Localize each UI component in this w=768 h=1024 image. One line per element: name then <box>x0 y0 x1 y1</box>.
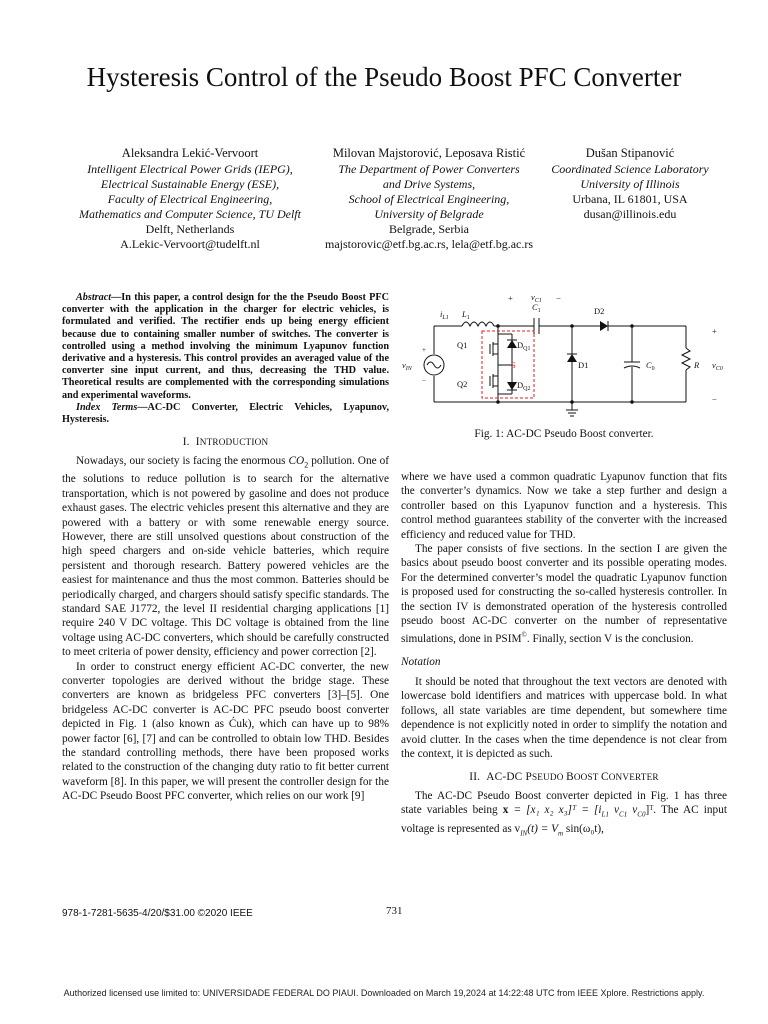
index-terms-text: —AC-DC Converter, Electric Vehicles, Lyapunov, Hysteresis. <box>62 401 389 426</box>
affiliation-line: Coordinated Science Laboratory <box>551 162 709 176</box>
affiliation-line: Mathematics and Computer Science, TU Delft <box>79 207 301 221</box>
resistor-r <box>682 348 690 370</box>
email-line: A.Lekic-Vervoort@tudelft.nl <box>120 237 260 251</box>
right-paragraph-2: The paper consists of five sections. In the section I are given the basics about pseudo boost converter and its possible operating modes. For the determined converter’s model the quadratic Lyapunov function is proposed used for constructing the so-called hysteresis controller. In the section IV is demonstrated operation of the hysteresis controlled pseudo boost AC-DC converter on the number of representative simulations, done in PSIM©. Finally, section V is the conclusion. <box>401 543 727 646</box>
label-plus-top: + <box>508 293 513 303</box>
affiliation-line: University of Illinois <box>580 177 680 191</box>
abstract <box>62 292 389 402</box>
section-heading-introduction: I. INTRODUCTION <box>182 436 269 449</box>
diode-d2 <box>600 321 608 331</box>
affiliation-line: Electrical Sustainable Energy (ESE), <box>100 177 280 191</box>
node-dot <box>630 400 634 404</box>
label-s: S <box>511 360 516 370</box>
page-number: 731 <box>386 905 403 917</box>
affiliation-line: Faculty of Electrical Engineering, <box>107 192 273 206</box>
node-dot <box>496 324 500 328</box>
inductor-l1 <box>462 322 494 326</box>
circuit-diagram <box>396 290 732 418</box>
right-column <box>401 470 727 841</box>
affiliation-line: School of Electrical Engineering, <box>348 192 510 206</box>
label-minus-top: − <box>556 293 561 303</box>
location-line: Belgrade, Serbia <box>389 222 469 236</box>
label-dq1: $D_{Q1}$ <box>517 340 531 352</box>
intro-paragraph-1: Nowadays, our society is facing the enormous $CO_2$ pollution. One of the solutions to reduce pollution is to search for the alternative transportation, which is not powered by gasoline and does not produce exhaust gases. The electric vehicles present this alternative and they are powered with a battery or with some renewable energy source. However, there are still unsolved questions about construction of the high speed chargers and on-side vehicle batteries, which require persistent and thorough research. Battery powered vehicles are the easiest for maintenance and thus the most common. Batteries should be periodically charged, and chargers should satisfy specific standards. The standard SAE J1772, the level II residential charging applications [1] require 240 V DC voltage. This DC voltage is obtained from the line voltage using AC-DC converters, which should be carefully constructed to meet criteria of power density, efficiency and power correction [2]. <box>62 454 389 659</box>
label-q1: Q1 <box>457 340 468 350</box>
paper-title: Hysteresis Control of the Pseudo Boost PFC Converter <box>86 62 682 92</box>
right-paragraph-3: It should be noted that throughout the text vectors are denoted with lowercase bold identifiers and matrices with uppercase bold. In what follows, all state variables are time dependent, but somewhere time dependence is not explicitly noted in order to simplify the notation and avoid clutter. In the cases when the time dependence is not clear from the context, it is depicted as such. <box>401 676 727 761</box>
label-source-minus: − <box>422 377 426 385</box>
abstract-label: Abstract <box>76 292 112 303</box>
label-r: R <box>694 360 700 370</box>
right-paragraph-4: The AC-DC Pseudo Boost converter depicted in Fig. 1 has three state variables being x = [x₁ x₂ x₃]ᵀ = [$i_{L1}$ $v_{C1}$ $v_{C0}]ᵀ$. The AC input voltage is represented as $v_{IN}(t) = V_m$ sin(ω₀t), <box>401 789 727 838</box>
figure-caption: Fig. 1: AC-DC Pseudo Boost converter. <box>474 428 654 440</box>
label-minus-right: − <box>712 394 717 404</box>
node-dot <box>570 324 574 328</box>
diode-d1 <box>567 354 577 362</box>
email-line: dusan@illinois.edu <box>583 207 677 221</box>
diode-dq2 <box>507 382 517 390</box>
label-dq2: $D_{Q2}$ <box>517 380 531 392</box>
label-c1: $C_1$ <box>532 302 541 314</box>
location-line: Urbana, IL 61801, USA <box>572 192 688 206</box>
author-block-2 <box>306 146 552 252</box>
label-vc1: $v_{C1}$ <box>531 292 542 304</box>
label-vin: $v_{IN}$ <box>402 360 412 372</box>
author-name: Dušan Stipanović <box>585 146 675 160</box>
section-heading-2: II. AC-DC PSEUDO BOOST CONVERTER <box>469 771 659 784</box>
footer-isbn: 978-1-7281-5635-4/20/$31.00 ©2020 IEEE <box>62 908 253 919</box>
intro-paragraph-2: In order to construct energy efficient AC-DC converter, the new converter topologies are derived without the bridge stage. These converters are known as bridgeless PFC converters [3]–[5]. One bridgeless AC-DC converter is AC-DC PFC pseudo boost converter depicted in Fig. 1 (also known as Ćuk), which can have up to 98% power factor [6], [7] and can be controlled to obtain low THD. Besides the standard controlling methods, there have been proposed works related to the construction of the changing duty ratio to fit better current waveform [8]. In this paper, we will present the controller design for the AC-DC Pseudo Boost PFC converter, which relies on our work [9] <box>62 660 389 803</box>
node-dot <box>630 324 634 328</box>
label-q2: Q2 <box>457 379 468 389</box>
affiliation-line: and Drive Systems, <box>382 177 476 191</box>
author-name: Aleksandra Lekić-Vervoort <box>121 146 259 160</box>
location-line: Delft, Netherlands <box>145 222 235 236</box>
node-dot <box>570 400 574 404</box>
label-source-plus: + <box>422 346 426 354</box>
sine-icon <box>427 362 441 368</box>
author-name: Milovan Majstorović, Leposava Ristić <box>332 146 526 160</box>
affiliation-line: The Department of Power Converters <box>338 162 520 176</box>
node-dot <box>496 400 500 404</box>
right-paragraph-1: where we have used a common quadratic Lyapunov function that fits the converter’s dynamics. Now we take a step further and design a controller based on this Lyapunov function and a hysteresis. This control method guarantees stability of the converter with the increased efficiency and reduced value for THD. <box>401 471 727 541</box>
abstract-text: —In this paper, a control design for the the Pseudo Boost PFC converter with the application in the charger for electric vehicles, is formulated and verified. The rectifier ends up being energy efficient because due to containing smaller number of switches. The converter is controlled using a method involving the minimum Lyapunov function derivative and a hysteresis. This control provides an averaged value of the converter sine input current, and thus, decreasing the THD value. Theoretical results are complemented with the corresponding simulations and experimental waveforms. <box>62 292 389 401</box>
author-block-1 <box>58 146 322 252</box>
affiliation-line: University of Belgrade <box>374 207 484 221</box>
index-terms-label: Index Terms <box>76 401 138 413</box>
left-column <box>62 292 389 804</box>
index-terms <box>62 402 389 426</box>
notation-heading: Notation <box>401 655 441 668</box>
diode-dq1 <box>507 340 517 348</box>
affiliation-line: Intelligent Electrical Power Grids (IEPG), <box>87 162 293 176</box>
download-notice: Authorized licensed use limited to: UNIVERSIDADE FEDERAL DO PIAUI. Downloaded on March 19,2024 at 14:22:48 UTC from IEEE Xplore. Restrictions apply. <box>63 988 705 998</box>
label-l1: $L_1$ <box>462 309 470 321</box>
label-d2: D2 <box>594 306 605 316</box>
author-block-3 <box>538 146 722 222</box>
label-vc0: $v_{C0}$ <box>712 360 723 372</box>
label-c0: $C_0$ <box>646 360 655 372</box>
label-plus-right: + <box>712 326 717 336</box>
label-il1: $i_{L1}$ <box>440 309 449 321</box>
label-d1: D1 <box>578 360 589 370</box>
email-line: majstorovic@etf.bg.ac.rs, lela@etf.bg.ac.rs <box>324 237 534 251</box>
